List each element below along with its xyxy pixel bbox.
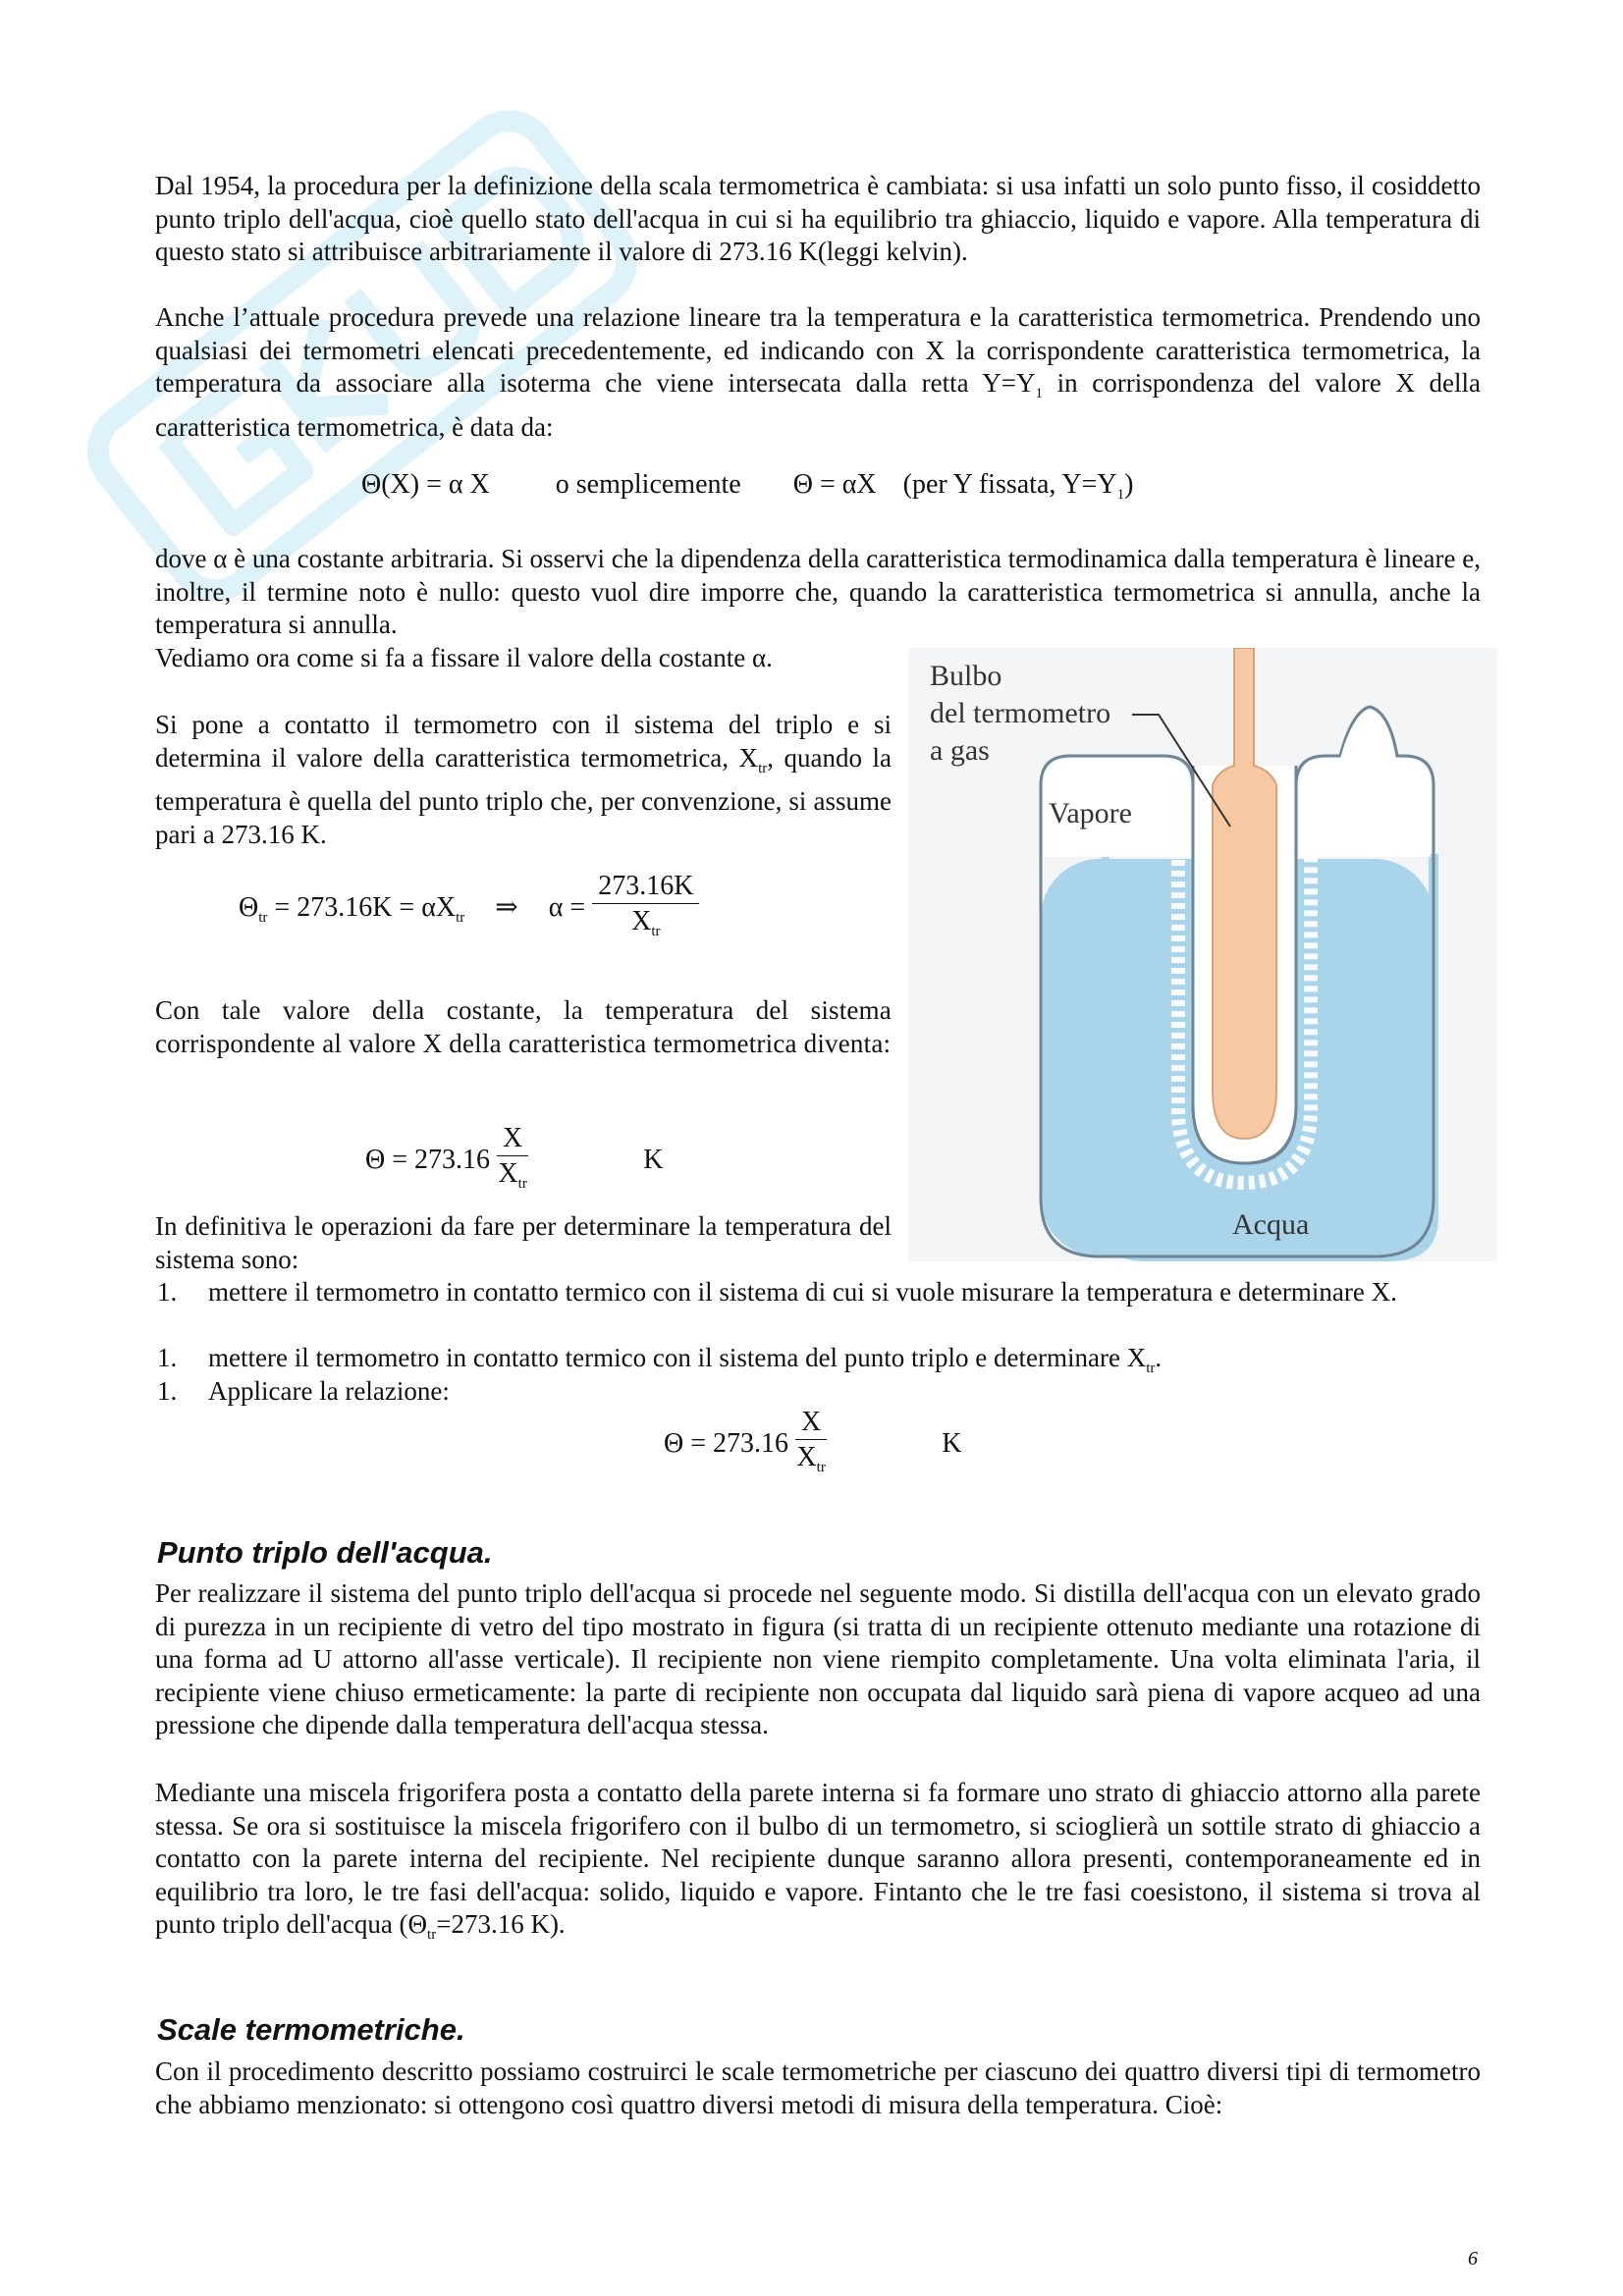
- intro-paragraph: Dal 1954, la procedura per la definizione della scala termometrica è cambiata: si usa infatti un solo punto fisso, il cosiddetto punto triplo dell'acqua, cioè quello stato dell'acqua in cui si ha equilibrio tra ghiaccio, liquido e vapore. Alla temperatura di questo stato si attribuisce arbitrariamente il valore di 273.16 K(leggi kelvin).: [155, 171, 1481, 266]
- implies-arrow: ⇒: [495, 891, 518, 923]
- alpha-fraction: $\frac{273.16K}{X_{tr}}$: [592, 870, 699, 949]
- p2-end: in corrispondenza del valore X della caratteristica termometrica, è data da:: [155, 368, 1482, 442]
- fix-constant-paragraph: Vediamo ora come si fa a fissare il valore della costante α.: [155, 643, 773, 672]
- ice-layer-paragraph: Mediante una miscela frigorifera posta a contatto della parete interna si fa formare uno strato di ghiaccio attorno alla parete stessa. Se ora si sostituisce la miscela frigorifero con il bulbo di un termometro, si scioglierà un sottile strato di ghiaccio a contatto con la parete interna del recipiente. Nel recipiente dunque saranno allora presenti, contemporaneamente ed in equilibrio tra loro, le tre fasi dell'acqua: solido, liquido e vapore. Fintanto che le tre fasi coesistono, il sistema si trova al punto triplo dell'acqua ($\Theta_{tr}=273.16$ K).: [155, 1778, 1481, 1943]
- temperature-fraction: $\frac{X}{X_{tr}}$: [796, 1407, 826, 1475]
- section-title-scales: Scale termometriche.: [157, 2012, 465, 2047]
- label-water: Acqua: [1232, 1208, 1310, 1241]
- temperature-paragraph: Con tale valore della costante, la temperatura del sistema corrispondente al valore X della caratteristica termometrica diventa:: [155, 995, 892, 1058]
- equation-linear: [361, 469, 1133, 504]
- equation-alpha: $\Theta_{tr} = 273.16K = \alpha X_{tr}$ ⇒ α = $\frac{273.16K}{X_{tr}}$: [239, 870, 699, 949]
- list-item: 1. mettere il termometro in contatto termico con il sistema di cui si vuole misurare la temperatura e determinare X.: [157, 1277, 1397, 1307]
- triple-contact-paragraph: Si pone a contatto il termometro con il sistema del triplo e si determina il valore della caratteristica termometrica, $X_{tr}$, quando la temperatura è quella del punto triplo che, per convenzione, si assume pari a 273.16 K.: [155, 710, 892, 849]
- operations-paragraph: In definitiva le operazioni da fare per determinare la temperatura del sistema sono:: [155, 1211, 892, 1274]
- p2-eq: Y=Y: [982, 368, 1036, 398]
- label-bulb-1: Bulbo: [930, 660, 1002, 692]
- triple-point-cell-figure: [908, 648, 1497, 1261]
- eq1-rhs: Θ = αX: [792, 469, 877, 500]
- p2-text: Anche l’attuale procedura prevede una relazione lineare tra la temperatura e la caratteristica termometrica. Prendendo uno qualsiasi dei termometri elencati precedentemente, ed indicando con X la corrispondente caratteristica termometrica, la temperatura da associare alla isoterma che viene intersecata dalla retta: [155, 302, 1481, 398]
- triple-point-paragraph: Per realizzare il sistema del punto triplo dell'acqua si procede nel seguente modo. Si distilla dell'acqua con un elevato grado di purezza in un recipiente di vetro del tipo mostrato in figura (si tratta di un recipiente ottenuto mediante una rotazione di una forma ad U attorno all'asse verticale). Il recipiente non viene riempito completamente. Una volta eliminata l'aria, il recipiente viene chiuso ermeticamente: la parte di recipiente non occupata dal liquido sarà piena di vapore acqueo ad una pressione che dipende dalla temperatura dell'acqua stessa.: [155, 1578, 1481, 1739]
- p2-eq-sub: 1: [1035, 386, 1043, 401]
- equation-temperature-repeat: Θ = 273.16 $\frac{X}{X_{tr}}$ K: [664, 1406, 961, 1485]
- temperature-fraction: $\frac{X}{X_{tr}}$: [498, 1123, 527, 1192]
- constant-paragraph: dove α è una costante arbitraria. Si osservi che la dipendenza della caratteristica termodinamica dalla temperatura è lineare e, inoltre, il termine noto è nullo: questo vuol dire imporre che, quando la caratteristica termometrica si annulla, anche la temperatura si annulla.: [155, 544, 1481, 639]
- label-bulb-2: del termometro: [930, 697, 1111, 729]
- list-item: 1. Applicare la relazione:: [157, 1376, 450, 1406]
- equation-temperature: Θ = 273.16 $\frac{X}{X_{tr}}$ K: [365, 1122, 663, 1201]
- eq1-cond: (per Y fissata, $Y=Y_1$): [902, 469, 1134, 503]
- linear-relation-paragraph: [155, 301, 1481, 444]
- scales-paragraph: Con il procedimento descritto possiamo costruirci le scale termometriche per ciascuno dei quattro diversi tipi di termometro che abbiamo menzionato: si ottengono così quattro diversi metodi di misura della temperatura. Cioè:: [155, 2056, 1481, 2119]
- list-item: 1. mettere il termometro in contatto termico con il sistema del punto triplo e determinare $X_{tr}$.: [157, 1343, 1163, 1376]
- section-title-triple-point: Punto triplo dell'acqua.: [157, 1535, 493, 1570]
- page-number: 6: [1468, 2248, 1478, 2269]
- xtr-sub: tr: [758, 760, 768, 776]
- eq1-middle: o semplicemente: [555, 469, 741, 500]
- label-vapor: Vapore: [1049, 797, 1132, 829]
- label-bulb-3: a gas: [930, 734, 990, 767]
- eq1-lhs: Θ(X) = α X: [361, 469, 490, 500]
